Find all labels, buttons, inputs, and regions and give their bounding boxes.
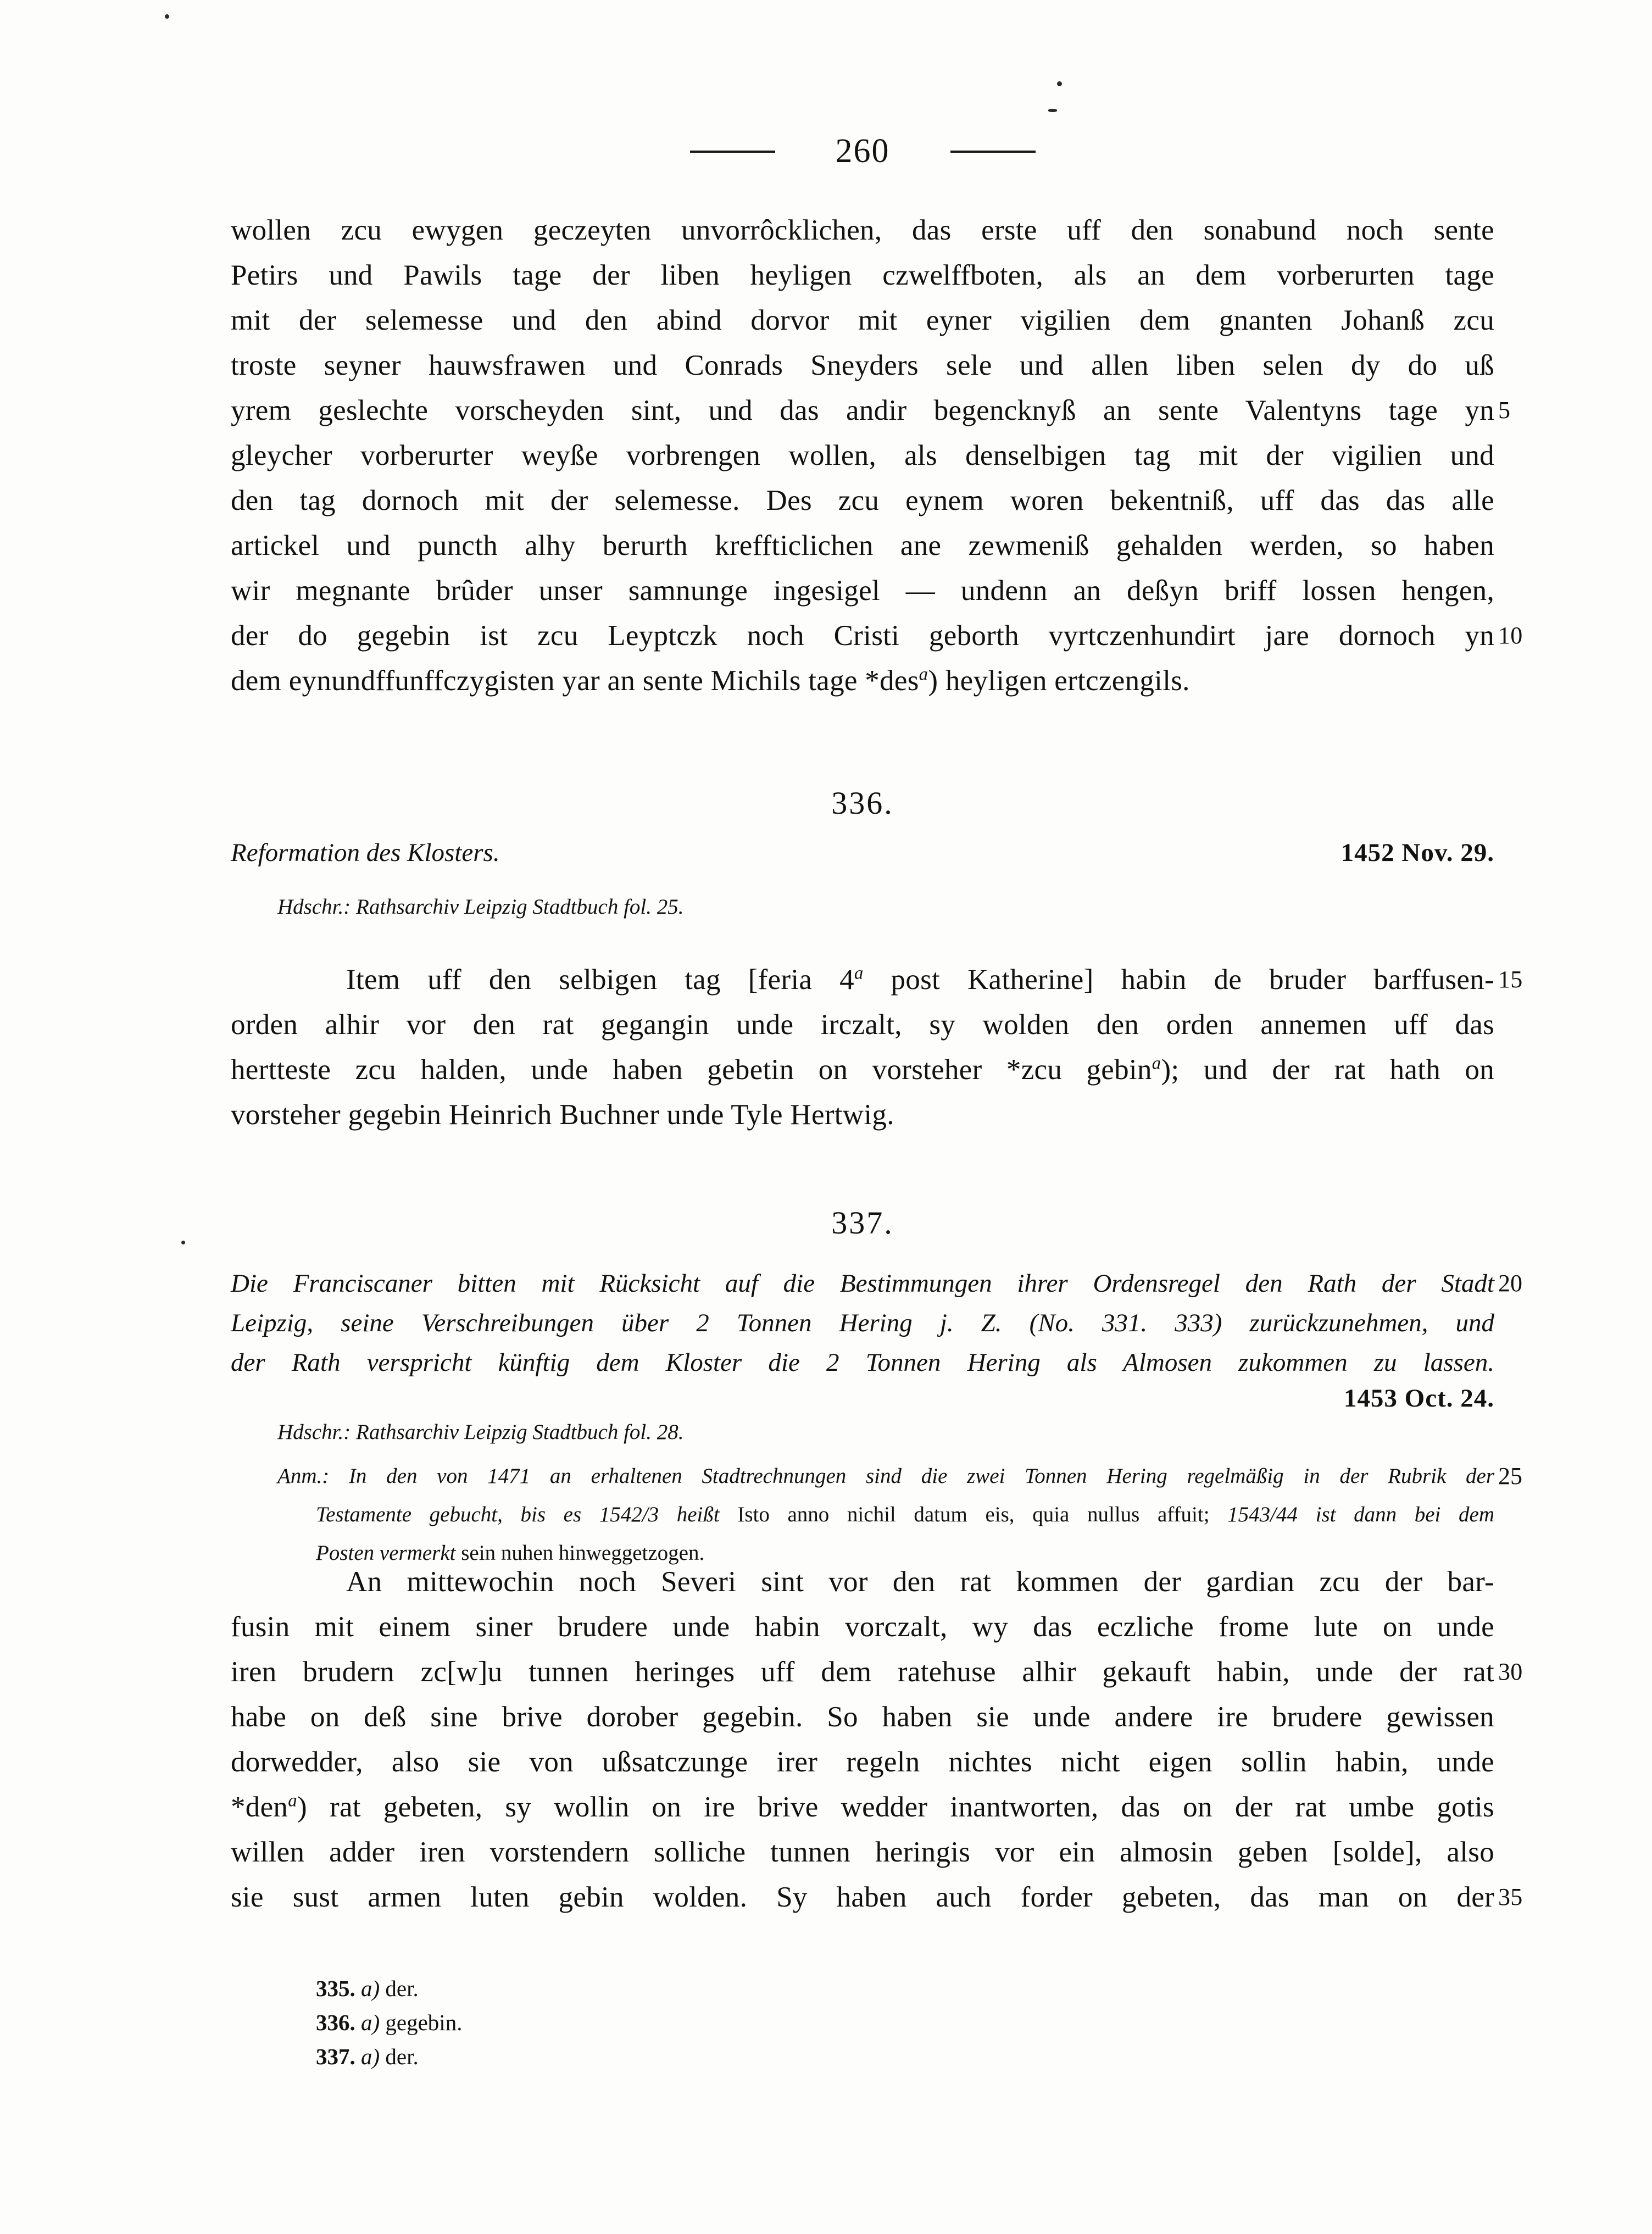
text-line: wollen zcu ewygen geczeyten unvorrôcklichen, das erste uff den sonabund noch sente <box>231 214 1494 246</box>
text-line: gleycher vorberurter weyße vorbrengen wollen, als denselbigen tag mit der vigilien und <box>231 440 1494 471</box>
annotation-line <box>231 1457 1522 1496</box>
line-text: Item uff den selbigen tag [feria 4$^a$ post Katherine] habin de bruder barffusen- <box>346 963 1494 996</box>
text-line: fusin mit einem siner brudere unde habin vorczalt, wy das eczliche frome lute on unde <box>231 1611 1494 1643</box>
line-text: Die Franciscaner bitten mit Rücksicht auf die Bestimmungen ihrer Ordensregel den Rath der Stadt <box>231 1269 1494 1298</box>
entry-336-heading: 336. <box>831 785 894 821</box>
scan-speck <box>1048 109 1057 112</box>
line-text: Anm.: In den von 1471 an erhaltenen Stadtrechnungen sind die zwei Tonnen Hering regelmäßig in der Rubrik der <box>277 1464 1494 1488</box>
footnote: 337. a) der. <box>316 2044 419 2069</box>
text-line: *den$^a$) rat gebeten, sy wollin on ire brive wedder inantworten, das on der rat umbe gotis <box>231 1791 1494 1823</box>
margin-line-number: 30 <box>1498 1658 1523 1685</box>
entry-337-date: 1453 Oct. 24. <box>1343 1384 1494 1413</box>
regest-line <box>231 1264 1522 1303</box>
scan-speck <box>165 14 169 19</box>
annotation-line: Posten vermerkt sein nuhen hinweggetzogen. <box>316 1541 705 1565</box>
text-line <box>231 1875 1523 1920</box>
footnotes-block <box>231 1971 1494 2074</box>
paragraph-335-continuation <box>231 208 1523 703</box>
margin-line-number: 35 <box>1498 1883 1523 1910</box>
entry-336-regest: Reformation des Klosters. <box>231 838 500 867</box>
text-line: Petirs und Pawils tage der liben heyligen czwelffboten, als an dem vorberurten tage <box>231 259 1494 291</box>
entry-337-source: Hdschr.: Rathsarchiv Leipzig Stadtbuch fol. 28. <box>277 1420 684 1444</box>
text-line: den tag dornoch mit der selemesse. Des zcu eynem woren bekentniß, uff das das alle <box>231 485 1494 516</box>
entry-336-paragraph <box>231 957 1523 1137</box>
entry-336-source: Hdschr.: Rathsarchiv Leipzig Stadtbuch fol. 25. <box>277 895 684 919</box>
text-line: An mittewochin noch Severi sint vor den rat kommen der gardian zcu der bar- <box>346 1566 1494 1598</box>
page-number: 260 <box>835 132 890 170</box>
margin-line-number: 15 <box>1498 966 1523 993</box>
text-line <box>231 957 1523 1002</box>
line-text: sie sust armen luten gebin wolden. Sy haben auch forder gebeten, das man on der <box>231 1881 1494 1913</box>
text-line: artickel und puncth alhy berurth kreffticlichen ane zewmeniß gehalden werden, so haben <box>231 530 1494 562</box>
text-line: willen adder iren vorstendern solliche tunnen heringis vor ein almosin geben [solde], also <box>231 1836 1494 1868</box>
entry-336-regest-row <box>231 838 1494 868</box>
text-line <box>231 1649 1523 1694</box>
entry-337-paragraph <box>231 1559 1523 1920</box>
scan-speck <box>1057 81 1062 86</box>
margin-line-number: 20 <box>1498 1270 1522 1297</box>
page-header <box>231 132 1494 171</box>
text-line: dem eynundffunffczygisten yar an sente Michils tage *des$^a$) heyligen ertczengils. <box>231 664 1190 697</box>
annotation-line: Testamente gebucht, bis es 1542/3 heißt Isto anno nichil datum eis, quia nullus affuit; 1543/44 ist dann bei dem <box>316 1503 1494 1526</box>
scan-speck <box>181 1241 185 1244</box>
line-text: yrem geslechte vorscheyden sint, und das andir begencknyß an sente Valentyns tage yn <box>231 394 1494 426</box>
text-line: habe on deß sine brive dorober gegebin. So haben sie unde andere ire brudere gewissen <box>231 1701 1494 1733</box>
margin-line-number: 5 <box>1498 397 1511 424</box>
margin-line-number: 25 <box>1498 1463 1522 1490</box>
line-text: iren brudern zc[w]u tunnen heringes uff dem ratehuse alhir gekauft habin, unde der rat <box>231 1656 1494 1688</box>
entry-337-regest <box>231 1264 1522 1382</box>
text-line <box>231 613 1523 658</box>
text-line: vorsteher gegebin Heinrich Buchner unde Tyle Hertwig. <box>231 1099 894 1131</box>
text-line: hertteste zcu halden, unde haben gebetin on vorsteher *zcu gebin$^a$); und der rat hath on <box>231 1053 1494 1086</box>
line-text: der do gegebin ist zcu Leyptczk noch Cristi geborth vyrtczenhundirt jare dornoch yn <box>231 620 1494 652</box>
margin-line-number: 10 <box>1498 622 1523 649</box>
entry-337-annotation <box>231 1457 1522 1572</box>
text-line: dorwedder, also sie von ußsatczunge irer regeln nichtes nicht eigen sollin habin, unde <box>231 1746 1494 1778</box>
entry-337-heading: 337. <box>831 1205 894 1241</box>
footnote: 335. a) der. <box>316 1976 419 2001</box>
text-line <box>231 388 1511 433</box>
text-line: wir megnante brûder unser samnunge ingesigel — undenn an deßyn briff lossen hengen, <box>231 575 1494 607</box>
text-line: orden alhir vor den rat gegangin unde irczalt, sy wolden den orden annemen uff das <box>231 1009 1494 1041</box>
page-rule-right <box>950 151 1036 153</box>
text-line: mit der selemesse und den abind dorvor mit eyner vigilien dem gnanten Johanß zcu <box>231 304 1494 336</box>
entry-336-date: 1452 Nov. 29. <box>1340 838 1494 867</box>
text-line: troste seyner hauwsfrawen und Conrads Sneyders sele und allen liben selen dy do uß <box>231 349 1494 381</box>
regest-line: Leipzig, seine Verschreibungen über 2 Tonnen Hering j. Z. (No. 331. 333) zurückzunehmen, und <box>231 1309 1494 1337</box>
page-rule-left <box>690 151 775 153</box>
regest-line: der Rath verspricht künftig dem Kloster die 2 Tonnen Hering als Almosen zukommen zu lassen. <box>231 1348 1494 1377</box>
footnote: 336. a) gegebin. <box>316 2010 463 2035</box>
